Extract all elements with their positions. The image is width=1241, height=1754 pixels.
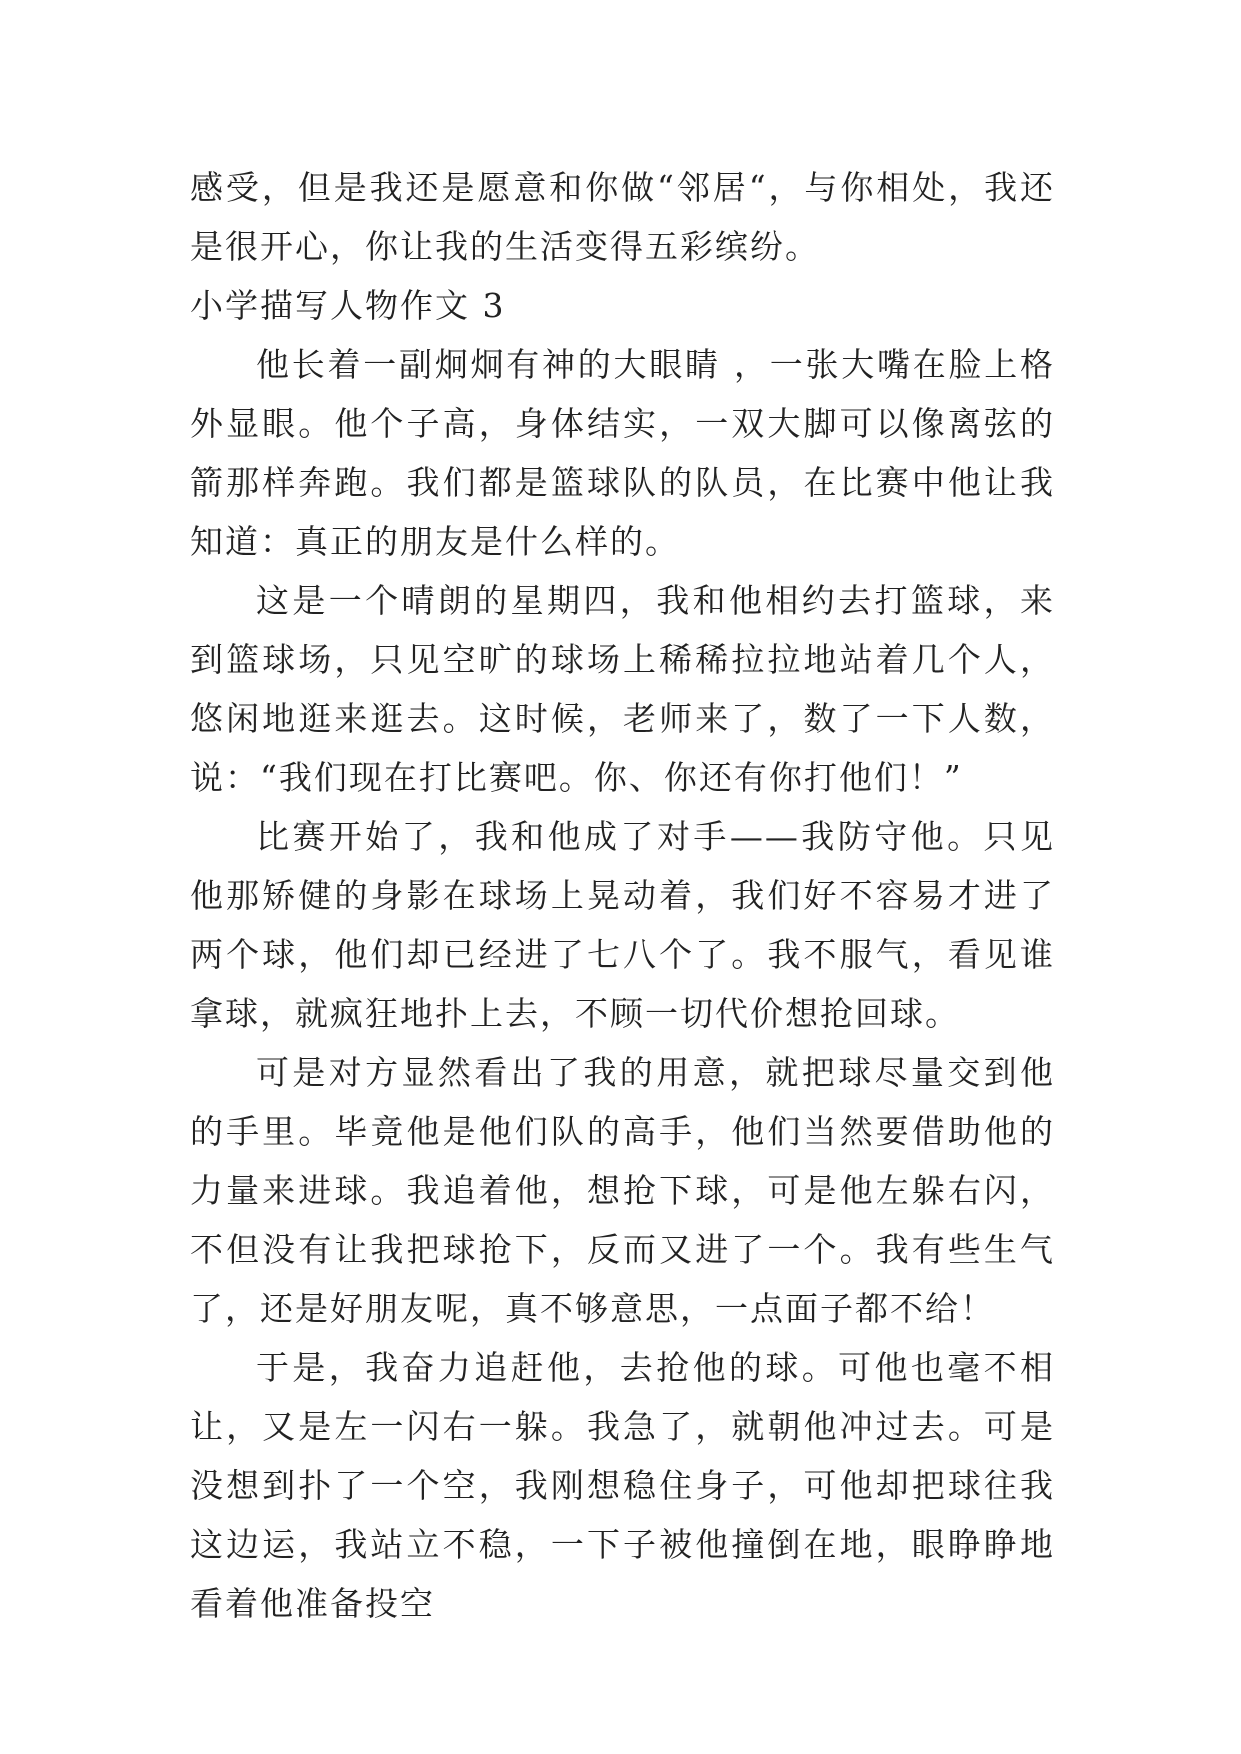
body-paragraph-1: 他长着一副炯炯有神的大眼睛 ，一张大嘴在脸上格外显眼。他个子高，身体结实，一双大脚可以像离弦的箭那样奔跑。我们都是篮球队的队员，在比赛中他让我知道：真正的朋友是什么样的。 [190, 345, 1055, 561]
body-paragraph-2: 这是一个晴朗的星期四，我和他相约去打篮球，来到篮球场，只见空旷的球场上稀稀拉拉地站着几个人，悠闲地逛来逛去。这时候，老师来了，数了一下人数，说：“我们现在打比赛吧。你、你还有你打他们！” [190, 581, 1055, 797]
continuation-paragraph: 感受，但是我还是愿意和你做“邻居“，与你相处，我还是很开心，你让我的生活变得五彩缤纷。 [190, 168, 1055, 266]
body-paragraph-3: 比赛开始了，我和他成了对手——我防守他。只见他那矫健的身影在球场上晃动着，我们好不容易才进了两个球，他们却已经进了七八个了。我不服气，看见谁拿球，就疯狂地扑上去，不顾一切代价想抢回球。 [190, 817, 1055, 1033]
body-paragraph-4: 可是对方显然看出了我的用意，就把球尽量交到他的手里。毕竟他是他们队的高手，他们当然要借助他的力量来进球。我追着他，想抢下球，可是他左躲右闪，不但没有让我把球抢下，反而又进了一个。我有些生气了，还是好朋友呢，真不够意思，一点面子都不给！ [190, 1053, 1055, 1328]
article-body [190, 158, 1055, 1633]
article-heading: 小学描写人物作文 3 [190, 286, 506, 325]
body-paragraph-5: 于是，我奋力追赶他，去抢他的球。可他也毫不相让，又是左一闪右一躲。我急了，就朝他冲过去。可是没想到扑了一个空，我刚想稳住身子，可他却把球往我这边运，我站立不稳，一下子被他撞倒在地，眼睁睁地看着他准备投空 [190, 1348, 1055, 1623]
